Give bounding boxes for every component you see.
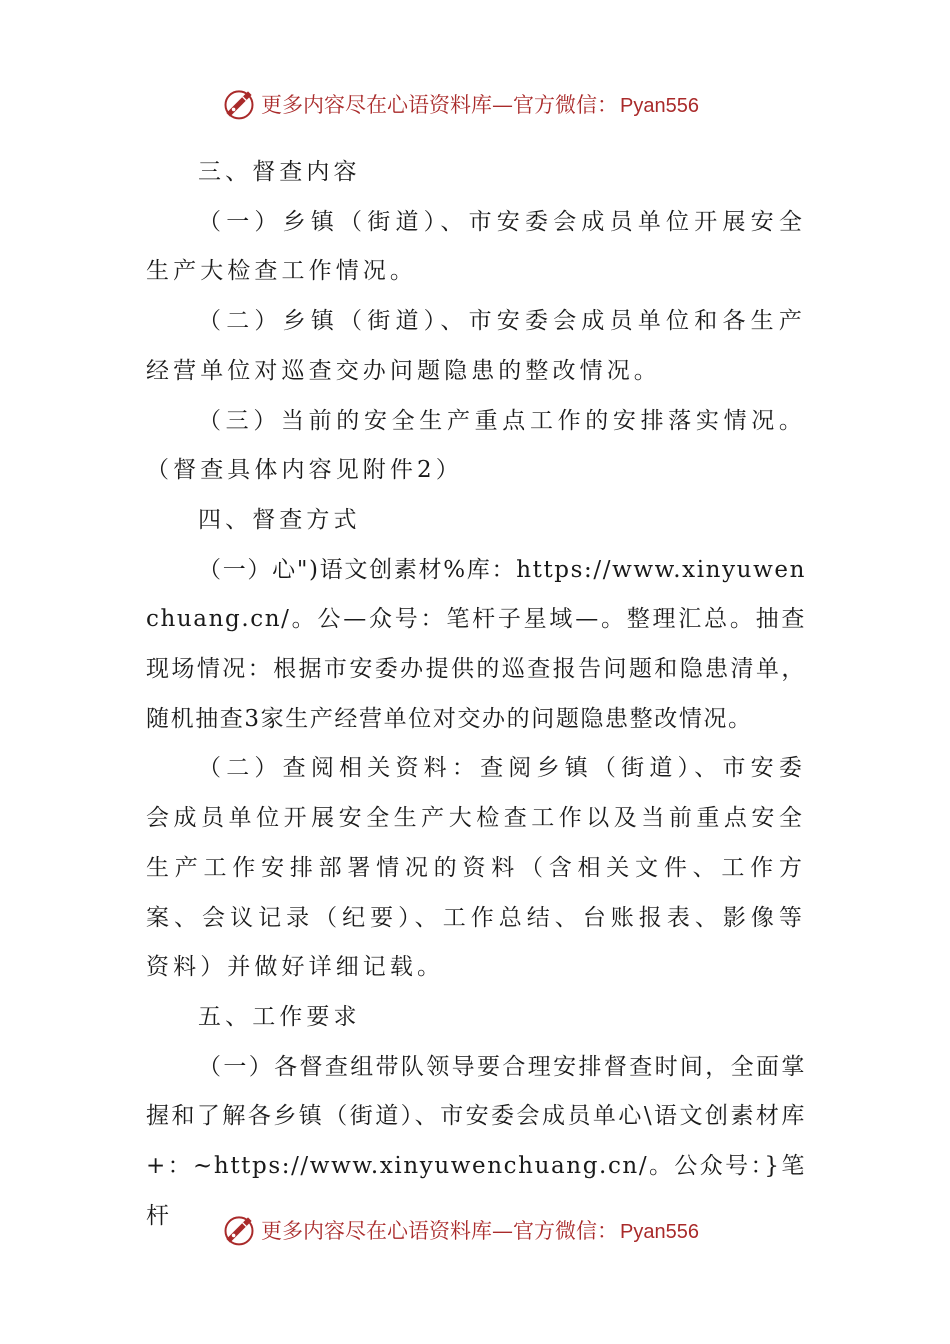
section-heading-3: 三、督查内容 xyxy=(198,159,361,185)
paragraph: （一）各督查组带队领导要合理安排督查时间，全面掌握和了解各乡镇（街道）、市安委会成员单心\语文创素材库+：~https://www.xinyuwenchuang.cn/。公众号：}笔杆 xyxy=(146,1053,806,1229)
pen-logo-icon xyxy=(221,1212,257,1248)
paragraph: （一）心")语文创素材%库：https://www.xinyuwenchuang.cn/。公—众号：笔杆子星域—。整理汇总。抽查现场情况：根据市安委办提供的巡查报告问题和隐患清单，随机抽查3家生产经营单位对交办的问题隐患整改情况。 xyxy=(146,556,806,732)
document-body xyxy=(146,148,806,1241)
banner-text: 更多内容尽在心语资料库—官方微信： Pyan556 xyxy=(261,93,699,117)
paragraph: （二）查阅相关资料：查阅乡镇（街道）、市安委会成员单位开展安全生产大检查工作以及当前重点安全生产工作安排部署情况的资料（含相关文件、工作方案、会议记录（纪要）、工作总结、台账报表、影像等资料）并做好详细记载。 xyxy=(146,755,806,981)
paragraph: （二）乡镇（街道）、市安委会成员单位和各生产经营单位对巡查交办问题隐患的整改情况。 xyxy=(146,308,806,384)
paragraph: （一）乡镇（街道）、市安委会成员单位开展安全生产大检查工作情况。 xyxy=(146,208,806,285)
banner-text: 更多内容尽在心语资料库—官方微信： Pyan556 xyxy=(261,1219,699,1243)
pen-logo-icon xyxy=(221,86,257,122)
section-heading-4: 四、督查方式 xyxy=(198,506,361,533)
paragraph: （三）当前的安全生产重点工作的安排落实情况。（督查具体内容见附件2） xyxy=(146,407,806,484)
footer-banner xyxy=(0,1210,950,1250)
section-heading-5: 五、工作要求 xyxy=(198,1003,361,1030)
header-banner xyxy=(0,84,950,124)
